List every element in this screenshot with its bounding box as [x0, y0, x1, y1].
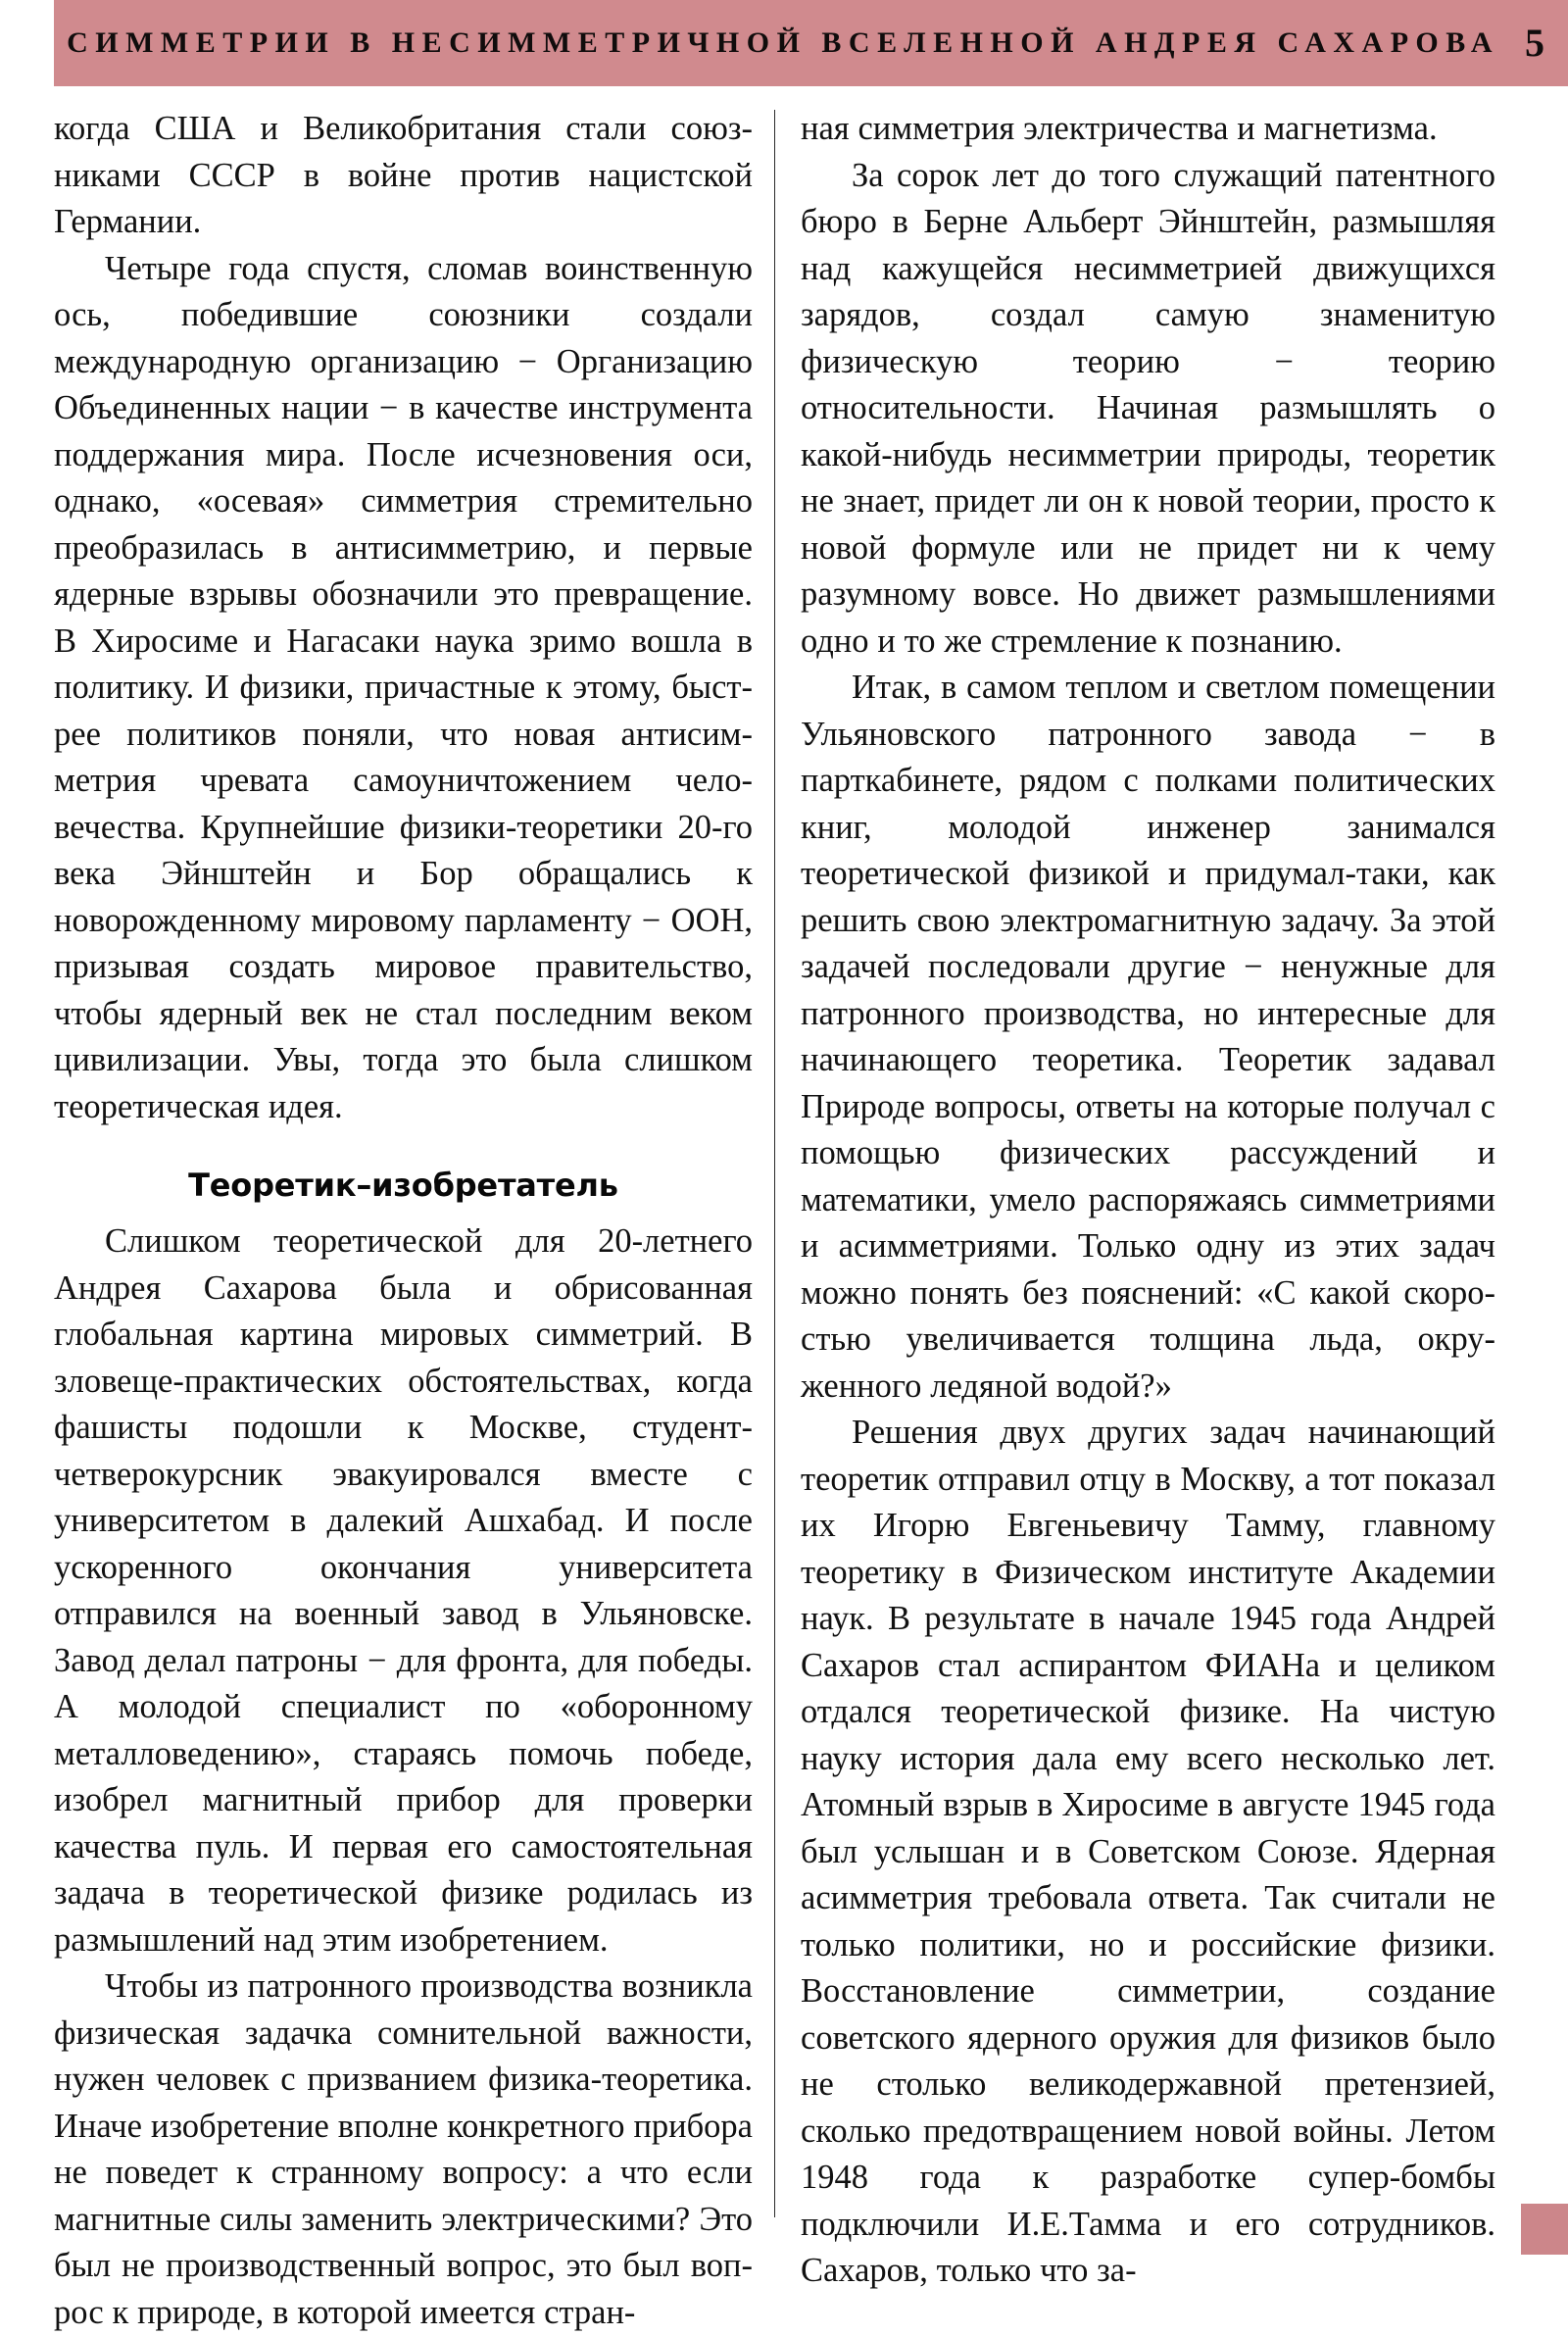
corner-mark — [1521, 2204, 1568, 2255]
paragraph: Итак, в самом теплом и светлом помещении Ульяновского патронного завода − в парткабинете, рядом с полками политических книг, молодой инженер занимался теоретической физикой и придумал-таки, как решить свою электромагнитную задачу. За этой задачей последовали другие − ненужные для патронного производства, но интересные для начинающего теоретика. Теоретик задавал Природе вопросы, ответы на которые получал с помощью физических рассуждений и математики, умело распоряжаясь симметриями и асимметриями. Только одну из этих задач можно понять без пояснений: «С какой скоростью увеличивается толщина льда, окруженного ледяной водой?» — [801, 669, 1495, 1405]
paragraph: Слишком теоретической для 20-летнего Андрея Сахарова была и обрисованная глобальная картина мировых симметрий. В зловеще-практических обстоятельствах, когда фашисты подошли к Москве, студент-четверокурсник эвакуировался вместе с университетом в далекий Ашхабад. И после ускоренного окончания университета отправился на военный завод в Ульяновске. Завод делал патроны − для фронта, для победы. А молодой специалист по «оборонному металловедению», стараясь помочь победе, изобрел магнитный прибор для проверки качества пуль. И первая его самостоятельная задача в теоретической физике родилась из размышлений над этим изобретением. — [54, 1222, 753, 1959]
right-column — [775, 106, 1495, 2295]
paragraph: когда США и Великобритания стали союзниками СССР в войне против нацистской Германии. — [54, 110, 753, 240]
paragraph: Чтобы из патронного производства возникла физическая задачка сомнительной важности, нужен человек с призванием физика-теоретика. Иначе изобретение вполне конкретного прибора не поведет к странному вопросу: а что если магнитные силы заменить электрическими? Это был не производственный вопрос, это был вопрос к природе, в которой имеется стран- — [54, 1967, 753, 2331]
left-column — [54, 106, 774, 2336]
running-header — [54, 0, 1568, 86]
two-column-layout — [54, 106, 1527, 2331]
running-header-title: СИММЕТРИИ В НЕСИММЕТРИЧНОЙ ВСЕЛЕННОЙ АНДРЕЯ САХАРОВА — [67, 26, 1499, 59]
section-heading: Теоретик–изобретатель — [188, 1167, 618, 1204]
page-body — [0, 86, 1568, 2331]
page-number: 5 — [1525, 21, 1544, 65]
paragraph: ная симметрия электричества и магнетизма. — [801, 110, 1438, 147]
paragraph: За сорок лет до того служащий патентного бюро в Берне Альберт Эйнштейн, размышляя над кажущейся несимметрией движущихся зарядов, создал самую знаменитую физическую теорию − теорию относительности. Начиная размышлять о какой-нибудь несимметрии природы, теоретик не знает, придет ли он к новой теории, просто к новой формуле или не придет ни к чему разумному вовсе. Но движет размышлениями одно и то же стремление к познанию. — [801, 156, 1495, 660]
paragraph: Четыре года спустя, сломав воинственную ось, победившие союзники создали международную организацию − Организацию Объединенных нации − в качестве инструмента поддержания мира. После исчезновения оси, однако, «осевая» симметрия стремительно преобразилась в антисимметрию, и первые ядерные взрывы обозначили это превращение. В Хиросиме и Нагасаки наука зримо вошла в политику. И физики, причастные к этому, быстрее политиков поняли, что новая антисимметрия чревата самоуничтожением человечества. Крупнейшие физики-теоретики 20-го века Эйнштейн и Бор обращались к новорожденному мировому парламенту − ООН, призывая создать мировое правительство, чтобы ядерный век не стал последним веком цивилизации. Увы, тогда это была слишком теоретическая идея. — [54, 249, 753, 1125]
paragraph: Решения двух других задач начинающий теоретик отправил отцу в Москву, а тот показал их Игорю Евгеньевичу Тамму, главному теоретику в Физическом институте Академии наук. В результате в начале 1945 года Андрей Сахаров стал аспирантом ФИАНа и целиком отдался теоретической физике. На чистую науку история дала ему всего несколько лет. Атомный взрыв в Хиросиме в августе 1945 года был услышан и в Советском Союзе. Ядерная асимметрия требовала ответа. Так считали не только политики, но и российские физики. Восстановление симметрии, создание советского ядерного оружия для физиков было не столько великодержавной претензией, сколько предотвращением новой войны. Летом 1948 года к разработке супер-бомбы подключили И.Е.Тамма и его сотрудников. Сахаров, только что за- — [801, 1414, 1495, 2289]
